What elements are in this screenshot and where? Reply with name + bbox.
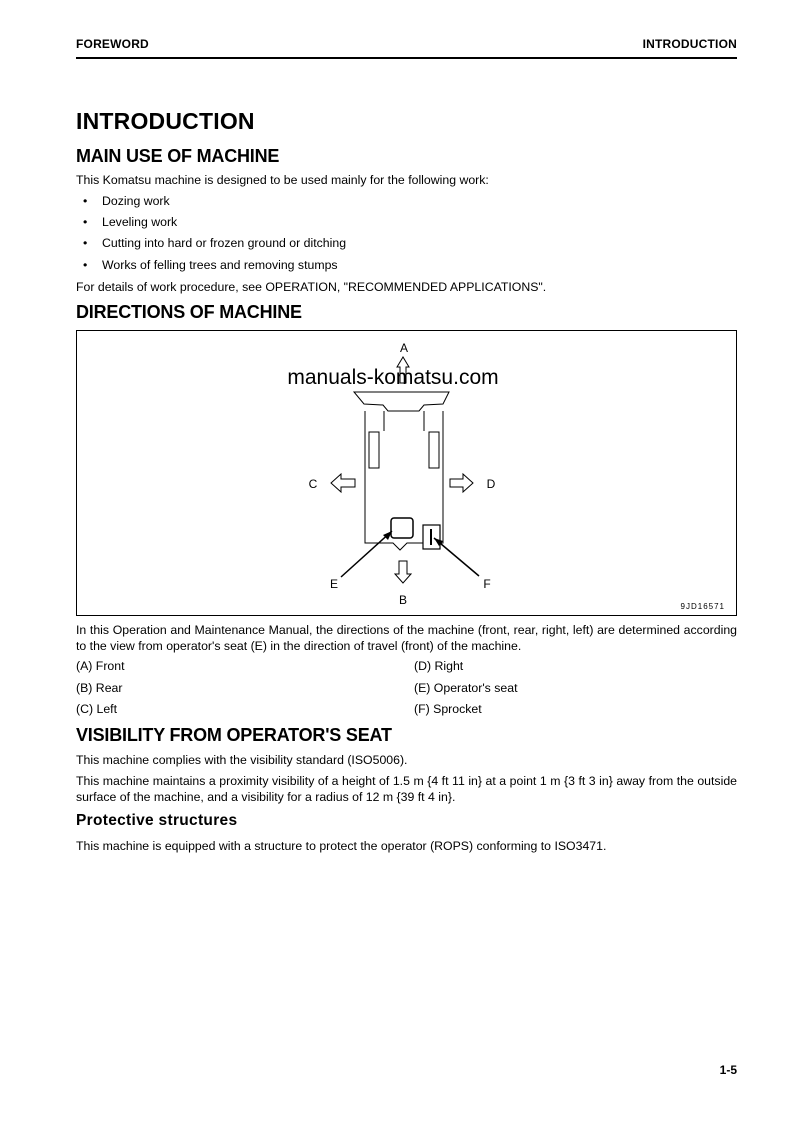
protective-paragraph: This machine is equipped with a structure to protect the operator (ROPS) conforming to ISO3471. xyxy=(76,839,607,853)
left-arrow-icon xyxy=(331,474,355,492)
directions-body: In this Operation and Maintenance Manual, the directions of the machine (front, rear, right, left) are determined according to the view from operator's seat (E) in the direction of travel (front) of the machine. xyxy=(76,623,737,653)
right-arrow-icon xyxy=(450,474,473,492)
label-a: A xyxy=(399,341,409,355)
label-f: F xyxy=(483,577,491,591)
main-use-heading: MAIN USE OF MACHINE xyxy=(76,146,280,166)
bullet-item-felling: Works of felling trees and removing stumps xyxy=(102,258,338,272)
label-b: B xyxy=(398,593,408,607)
operator-seat-icon xyxy=(391,518,413,538)
main-use-intro: This Komatsu machine is designed to be used mainly for the following work: xyxy=(76,173,489,187)
rear-arrow-icon xyxy=(395,561,411,583)
page-number: 1-5 xyxy=(719,1063,737,1077)
header-chapter-label: INTRODUCTION xyxy=(642,37,737,51)
bullet-item-leveling: Leveling work xyxy=(102,215,178,229)
bullet-item-dozing: Dozing work xyxy=(102,194,170,208)
header-section-label: FOREWORD xyxy=(76,37,149,51)
main-use-details: For details of work procedure, see OPERATION, "RECOMMENDED APPLICATIONS". xyxy=(76,280,547,294)
protective-heading: Protective structures xyxy=(76,812,238,829)
machine-top-view-diagram xyxy=(77,331,736,615)
visibility-paragraph-2: This machine maintains a proximity visibility of a height of 1.5 m {4 ft 11 in} at a point 1 m {3 ft 3 in} away from the outside surface of the machine, and a visibility for a radius of 12 m {39 ft 4 in}. xyxy=(76,774,737,804)
bullet-marker: • xyxy=(83,194,88,208)
directions-heading: DIRECTIONS OF MACHINE xyxy=(76,302,302,322)
label-c: C xyxy=(308,477,318,491)
bullet-item-cutting: Cutting into hard or frozen ground or ditching xyxy=(102,236,347,250)
bullet-marker: • xyxy=(83,258,88,272)
header-rule xyxy=(76,57,737,59)
label-e: E xyxy=(329,577,339,591)
visibility-paragraph-1: This machine complies with the visibility standard (ISO5006). xyxy=(76,753,408,767)
page-title: INTRODUCTION xyxy=(76,108,255,134)
left-track-front xyxy=(369,432,379,468)
watermark-text: manuals-komatsu.com xyxy=(287,366,499,389)
label-d: D xyxy=(486,477,496,491)
legend-sprocket: (F) Sprocket xyxy=(414,702,482,716)
leader-line-e xyxy=(341,531,392,577)
right-track-front xyxy=(429,432,439,468)
bullet-marker: • xyxy=(83,215,88,229)
directions-figure xyxy=(76,330,737,616)
legend-right: (D) Right xyxy=(414,659,464,673)
blade-shape xyxy=(354,392,449,411)
bullet-marker: • xyxy=(83,236,88,250)
legend-front: (A) Front xyxy=(76,659,125,673)
legend-left: (C) Left xyxy=(76,702,117,716)
legend-operator-seat: (E) Operator's seat xyxy=(414,681,518,695)
figure-code: 9JD16571 xyxy=(680,602,725,611)
visibility-heading: VISIBILITY FROM OPERATOR'S SEAT xyxy=(76,725,392,745)
legend-rear: (B) Rear xyxy=(76,681,123,695)
